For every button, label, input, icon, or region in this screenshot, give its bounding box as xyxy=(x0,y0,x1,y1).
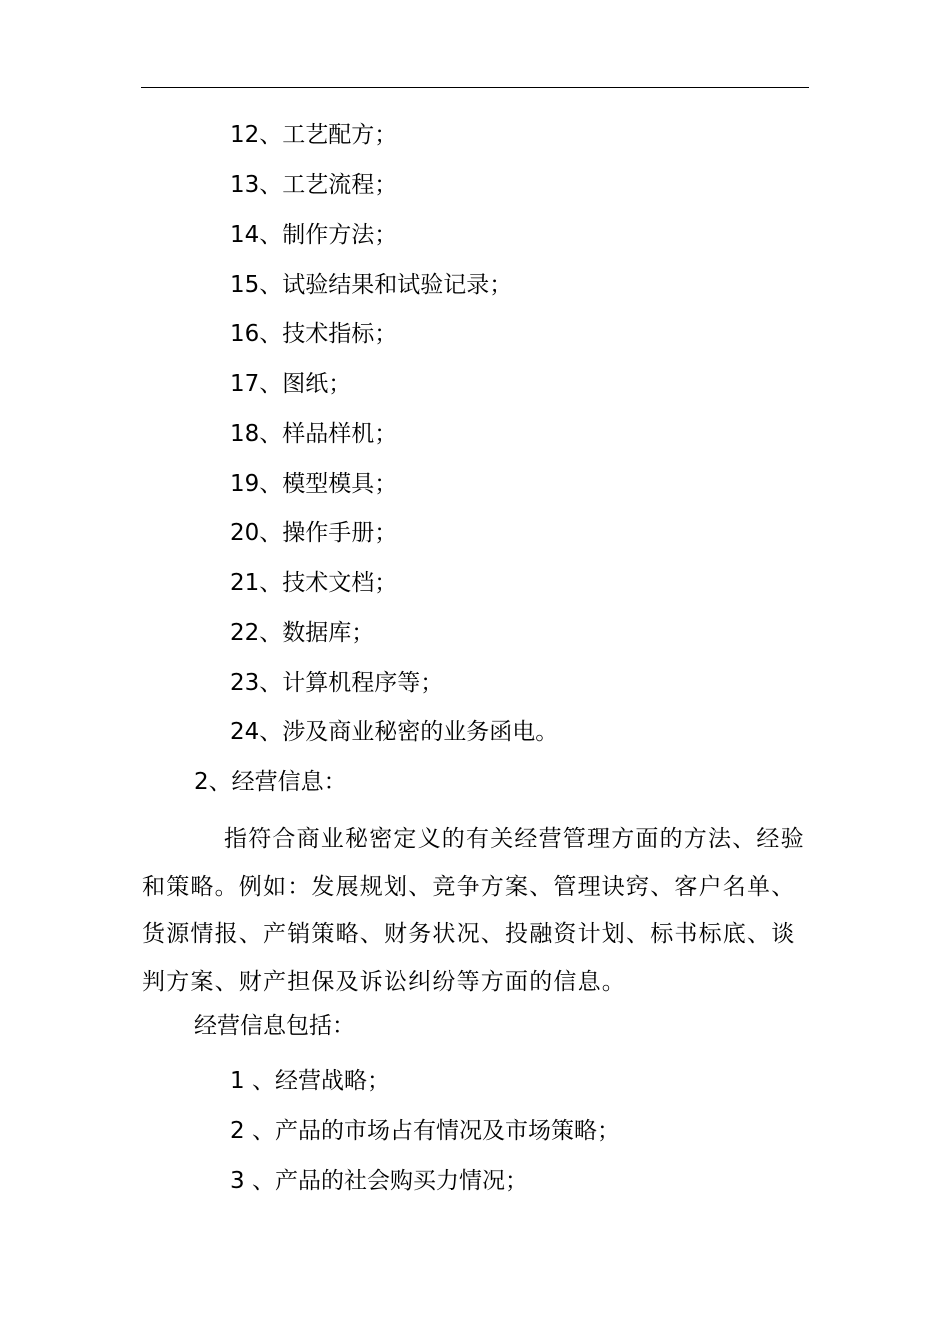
section-heading: 2、经营信息： xyxy=(194,769,347,795)
definition-paragraph-text: 指符合商业秘密定义的有关经营管理方面的方法、经验和策略。例如：发展规划、竞争方案、管理诀窍、客户名单、货源情报、产销策略、财务状况、投融资计划、标书标底、谈判方案、财产担保及诉讼纠纷等方面的信息。 xyxy=(142,826,805,995)
list-item-technical-20: 20、操作手册； xyxy=(230,520,398,546)
list-item-technical-21: 21、技术文档； xyxy=(230,570,398,596)
list-item-technical-13: 13、工艺流程； xyxy=(230,172,398,198)
list-item-business-1: 1 、经营战略； xyxy=(230,1068,390,1094)
list-item-technical-23: 23、计算机程序等； xyxy=(230,670,444,696)
list-item-technical-17: 17、图纸； xyxy=(230,371,352,397)
list-item-technical-24: 24、涉及商业秘密的业务函电。 xyxy=(230,719,559,745)
list-item-technical-18: 18、样品样机； xyxy=(230,421,398,447)
list-item-technical-22: 22、数据库； xyxy=(230,620,375,646)
definition-paragraph xyxy=(142,816,810,1006)
list-item-business-2: 2 、产品的市场占有情况及市场策略； xyxy=(230,1118,620,1144)
includes-label: 经营信息包括： xyxy=(194,1013,355,1039)
list-item-technical-12: 12、工艺配方； xyxy=(230,122,398,148)
header-rule xyxy=(141,87,809,88)
list-item-technical-16: 16、技术指标； xyxy=(230,321,398,347)
list-item-technical-15: 15、试验结果和试验记录； xyxy=(230,272,513,298)
list-item-business-3: 3 、产品的社会购买力情况； xyxy=(230,1168,528,1194)
list-item-technical-14: 14、制作方法； xyxy=(230,222,398,248)
list-item-technical-19: 19、模型模具； xyxy=(230,471,398,497)
